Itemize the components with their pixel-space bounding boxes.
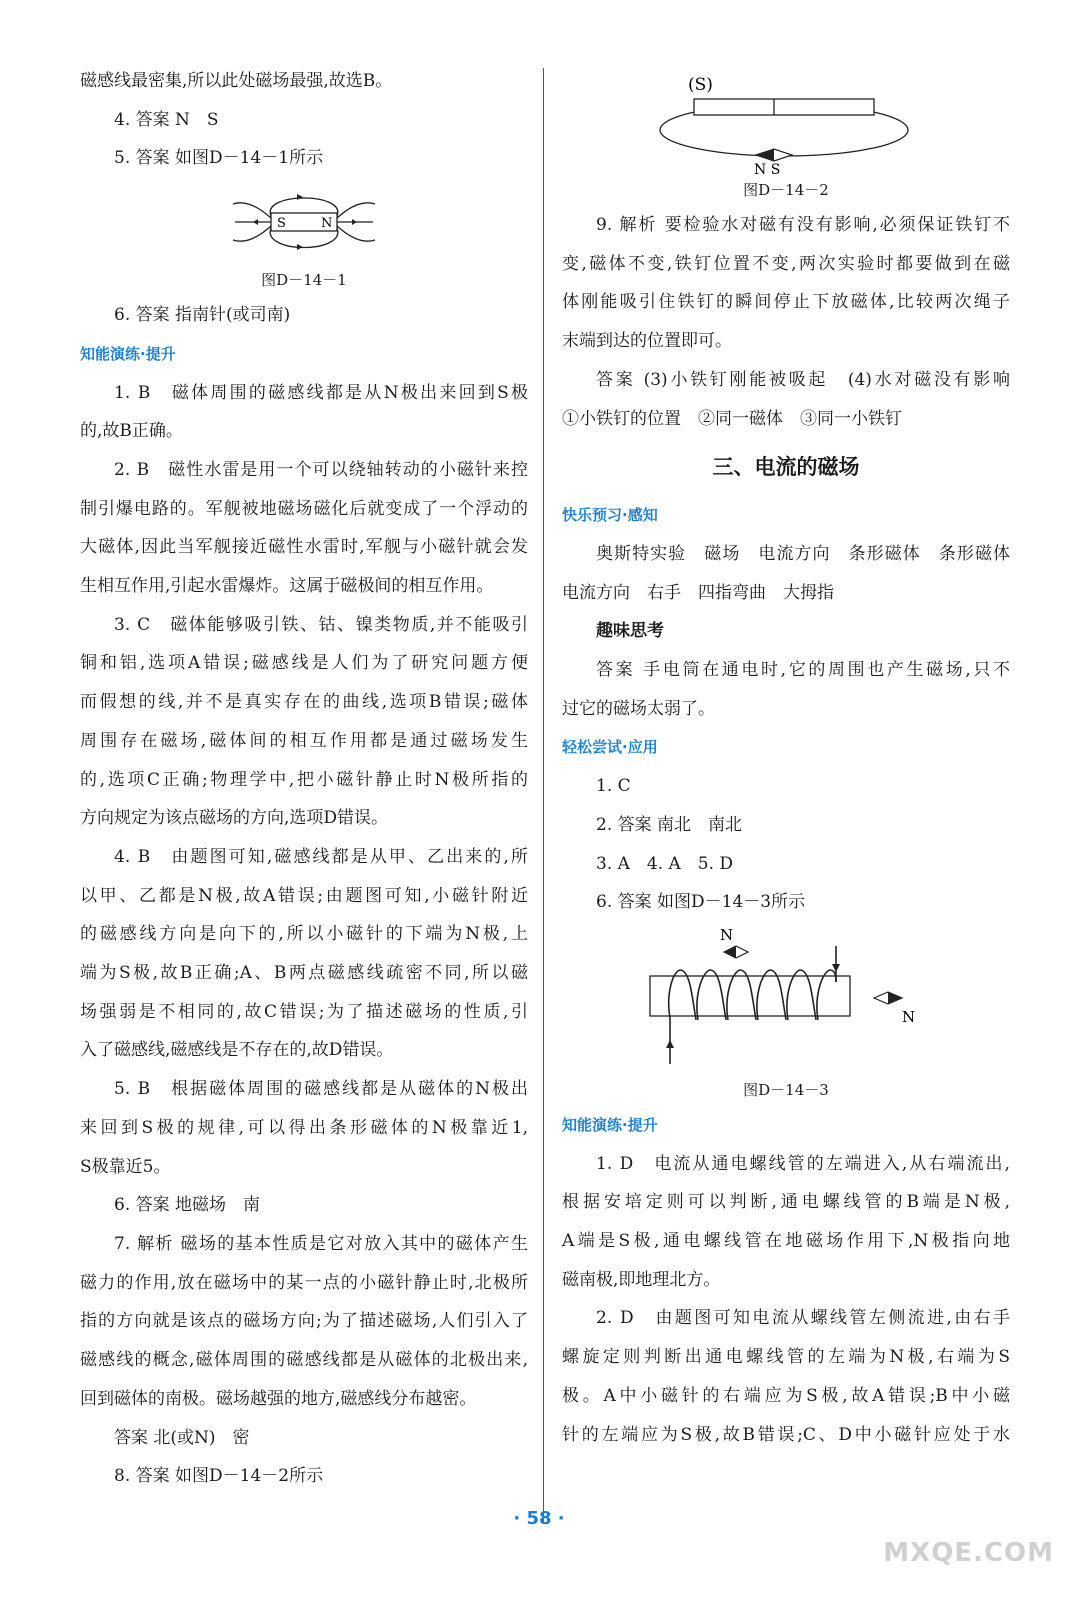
text-line: 变,磁体不变,铁钉位置不变,两次实验时都要做到在磁 <box>562 253 1010 274</box>
figure-caption: 图D－14－3 <box>743 1080 829 1099</box>
text-line: 制引爆电路的。军舰被地磁场磁化后就变成了一个浮动的 <box>80 498 528 519</box>
text-line: 过它的磁场太弱了。 <box>562 698 715 719</box>
text-line: 电流方向 右手 四指弯曲 大拇指 <box>562 582 834 603</box>
text-line: 奥斯特实验 磁场 电流方向 条形磁体 条形磁体 <box>596 543 1010 564</box>
text-line: 9. 解析 要检验水对磁有没有影响,必须保证铁钉不 <box>596 215 1010 235</box>
text-line: 生相互作用,引起水雷爆炸。这属于磁极间的相互作用。 <box>80 576 494 597</box>
text-line: 5. B 根据磁体周围的磁感线都是从磁体的N极出 <box>114 1079 528 1100</box>
text-line: 指的方向就是该点的磁场方向;为了描述磁场,人们引入了 <box>80 1311 528 1332</box>
figure-d-14-3 <box>636 926 936 1074</box>
text-line: 4. 答案 N S <box>114 109 219 130</box>
text-line: 根据安培定则可以判断,通电螺线管的B端是N极, <box>562 1192 1010 1213</box>
section-heading: 知能演练·提升 <box>562 1115 658 1134</box>
figure-caption: 图D－14－1 <box>261 271 347 290</box>
text-line: 8. 答案 如图D－14－2所示 <box>114 1466 324 1487</box>
text-line: ①小铁钉的位置 ②同一磁体 ③同一小铁钉 <box>562 408 902 429</box>
text-line: A端是S极,通电螺线管在地磁场作用下,N极指向地 <box>562 1231 1010 1252</box>
text-line: 周围存在磁场,磁体间的相互作用都是通过磁场发生 <box>80 730 528 751</box>
text-line: 体刚能吸引住铁钉的瞬间停止下放磁体,比较两次绳子 <box>562 292 1010 313</box>
section-heading: 快乐预习·感知 <box>562 506 658 525</box>
text-line: 场强弱是不相同的,故C错误;为了描述磁场的性质,引 <box>80 1001 528 1022</box>
text-line: 入了磁感线,磁感线是不存在的,故D错误。 <box>80 1040 394 1061</box>
fig1-s-label: S <box>277 216 286 232</box>
chapter-title: 三、电流的磁场 <box>712 455 860 480</box>
text-line: 针的左端应为S极,故B错误;C、D中小磁针应处于水 <box>562 1424 1010 1445</box>
text-line: 7. 解析 磁场的基本性质是它对放入其中的磁体产生 <box>114 1233 528 1254</box>
text-line: 3. C 磁体能够吸引铁、钴、镍类物质,并不能吸引 <box>114 614 528 635</box>
text-line: 3. A 4. A 5. D <box>596 853 734 874</box>
text-line: 1. B 磁体周围的磁感线都是从N极出来回到S极 <box>114 382 528 403</box>
fig2-s-label: (S) <box>688 75 713 95</box>
text-line: 2. B 磁性水雷是用一个可以绕轴转动的小磁针来控 <box>114 459 528 480</box>
text-line: 螺旋定则判断出通电螺线管的左端为N极,右端为S <box>562 1347 1010 1368</box>
section-heading: 知能演练·提升 <box>80 344 176 363</box>
fig2-needle-label: N S <box>754 162 781 174</box>
fig2-block <box>562 62 1010 206</box>
fig1-block <box>80 178 528 296</box>
text-line: S极靠近5。 <box>80 1156 171 1177</box>
figure-d-14-1 <box>229 182 379 264</box>
fig3-n-right-label: N <box>902 1007 916 1026</box>
text-line: 末端到达的位置即可。 <box>562 331 732 352</box>
text-line: 5. 答案 如图D－14－1所示 <box>114 148 324 169</box>
text-line: 磁感线的概念,磁体周围的磁感线都是从磁体的北极出来, <box>80 1350 528 1371</box>
text-line: 来回到S极的规律,可以得出条形磁体的N极靠近1, <box>80 1117 528 1138</box>
page-number: · 58 · <box>513 1508 565 1529</box>
left-column <box>80 62 528 1496</box>
fig3-block <box>562 922 1010 1106</box>
text-line: 2. 答案 南北 南北 <box>596 814 743 835</box>
text-line: 端为S极,故B正确;A、B两点磁感线疏密不同,所以磁 <box>80 963 528 984</box>
text-line: 以甲、乙都是N极,故A错误;由题图可知,小磁针附近 <box>80 885 528 906</box>
text-line: 回到磁体的南极。磁场越强的地方,磁感线分布越密。 <box>80 1388 477 1409</box>
section-heading: 轻松尝试·应用 <box>562 738 658 757</box>
right-column <box>562 62 1010 1454</box>
text-line: 磁力的作用,放在磁场中的某一点的小磁针静止时,北极所 <box>80 1272 528 1293</box>
fig3-n-top-label: N <box>720 925 734 944</box>
text-line: 6. 答案 指南针(或司南) <box>114 305 291 326</box>
column-divider <box>543 68 544 1523</box>
text-line: 磁南极,即地理北方。 <box>562 1269 721 1290</box>
text-line: 6. 答案 如图D－14－3所示 <box>596 892 806 913</box>
text-line: 的,选项C正确;物理学中,把小磁针静止时N极所指的 <box>80 769 528 790</box>
text-line: 2. D 由题图可知电流从螺线管左侧流进,由右手 <box>596 1308 1010 1329</box>
text-line: 方向规定为该点磁场的方向,选项D错误。 <box>80 808 389 829</box>
fig1-n-label: N <box>321 216 333 232</box>
figure-d-14-2 <box>656 66 916 174</box>
text-line: 而假想的线,并不是真实存在的曲线,选项B错误;磁体 <box>80 692 528 713</box>
text-line: 铜和铝,选项A错误;磁感线是人们为了研究问题方便 <box>80 653 528 674</box>
text-line: 1. D 电流从通电螺线管的左端进入,从右端流出, <box>596 1153 1010 1174</box>
text-line: 答案 手电筒在通电时,它的周围也产生磁场,只不 <box>596 660 1010 681</box>
text-line: 的,故B正确。 <box>80 421 183 442</box>
text-line: 大磁体,因此当军舰接近磁性水雷时,军舰与小磁针就会发 <box>80 537 528 558</box>
text-line: 6. 答案 地磁场 南 <box>114 1195 261 1216</box>
text-line: 答案 (3)小铁钉刚能被吸起 (4)水对磁没有影响 <box>596 369 1010 390</box>
watermark-logo: MXQE.COM <box>883 1538 1054 1568</box>
text-line: 极。A中小磁针的右端应为S极,故A错误;B中小磁 <box>562 1385 1010 1406</box>
text-line: 答案 北(或N) 密 <box>114 1427 250 1448</box>
figure-caption: 图D－14－2 <box>743 181 829 199</box>
text-line: 1. C <box>596 776 631 797</box>
text-line: 磁感线最密集,所以此处磁场最强,故选B。 <box>80 71 393 91</box>
text-line: 4. B 由题图可知,磁感线都是从甲、乙出来的,所 <box>114 846 528 867</box>
text-line: 的磁感线方向是向下的,所以小磁针的下端为N极,上 <box>80 924 528 945</box>
text-line: 趣味思考 <box>596 621 664 642</box>
